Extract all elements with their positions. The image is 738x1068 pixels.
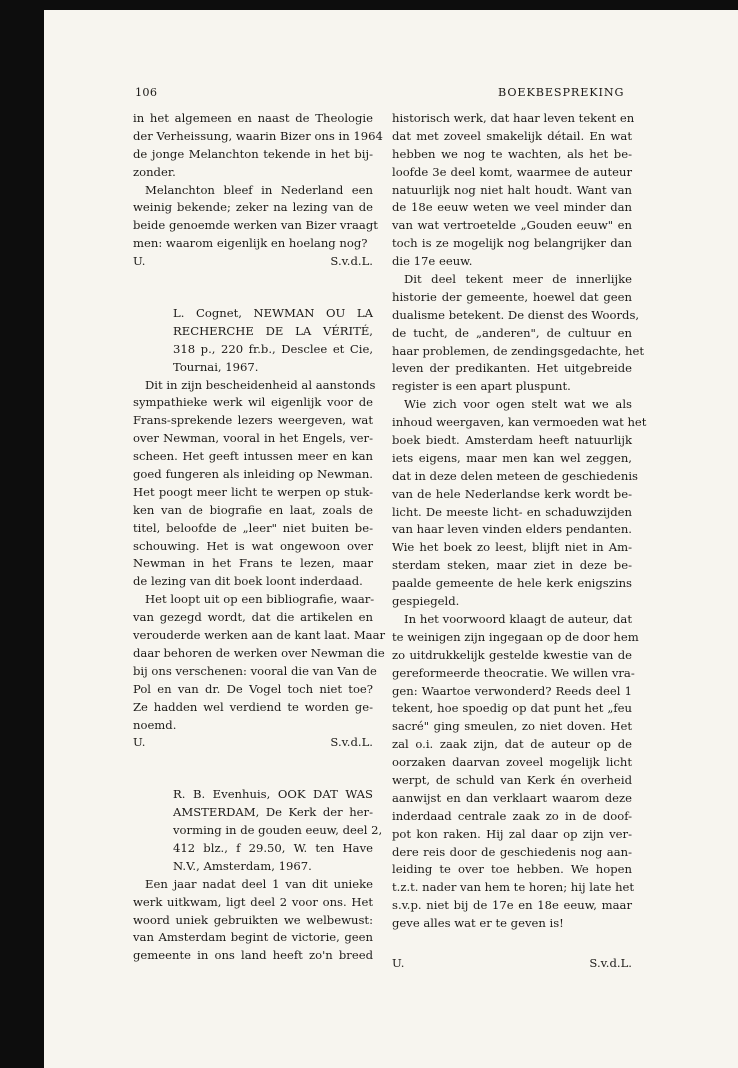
text-line: bij ons verschenen: vooral die van Van de xyxy=(133,663,377,678)
reference-line: vorming in de gouden eeuw, deel 2, xyxy=(173,823,383,838)
text-line: Wie zich voor ogen stelt wat we als xyxy=(404,397,632,412)
text-line: zo uitdrukkelijk gestelde kwestie van de xyxy=(392,647,632,662)
text-line: leiding te over toe hebben. We hopen xyxy=(392,862,632,877)
text-line: Melanchton bleef in Nederland een xyxy=(145,182,373,197)
text-line: loofde 3e deel komt, waarmee de auteur xyxy=(392,164,632,179)
text-line: zal o.i. zaak zijn, dat de auteur op de xyxy=(392,737,632,752)
text-line: zonder. xyxy=(133,164,176,179)
text-line: de 18e eeuw weten we veel minder dan xyxy=(392,200,632,215)
text-line: hebben we nog te wachten, als het be- xyxy=(392,146,632,161)
signature-initial: U. xyxy=(133,735,146,750)
page-number: 106 xyxy=(135,86,158,99)
text-line: Het poogt meer licht te werpen op stuk- xyxy=(133,484,373,499)
text-line: in het algemeen en naast de Theologie xyxy=(133,111,373,125)
text-line: Dit deel tekent meer de innerlijke xyxy=(404,272,632,287)
text-line: sacré" ging smeulen, zo niet doven. Het xyxy=(392,719,632,734)
text-line: verouderde werken aan de kant laat. Maar xyxy=(133,628,386,643)
text-line: register is een apart pluspunt. xyxy=(392,379,571,394)
text-line: inderdaad centrale zaak zo in de doof- xyxy=(392,808,632,823)
text-line: Wie het boek zo leest, blijft niet in Am- xyxy=(392,540,632,555)
text-line: In het voorwoord klaagt de auteur, dat xyxy=(404,611,632,626)
text-line: licht. De meeste licht- en schaduwzijden xyxy=(392,504,632,519)
signature-initial: U. xyxy=(133,254,146,269)
text-line: natuurlijk nog niet halt houdt. Want van xyxy=(392,182,632,197)
text-line: dat met zoveel smakelijk détail. En wat xyxy=(392,128,632,143)
text-line: haar problemen, de zendingsgedachte, het xyxy=(392,343,644,358)
text-line: oorzaken daarvan zoveel mogelijk licht xyxy=(392,755,632,770)
right-column xyxy=(392,110,647,973)
text-line: Newman in het Frans te lezen, maar xyxy=(133,556,373,571)
text-line: van gezegd wordt, dat die artikelen en xyxy=(133,610,373,625)
text-line: scheen. Het geeft intussen meer en kan xyxy=(133,449,373,464)
signature xyxy=(133,253,373,271)
scan-border-top xyxy=(0,0,738,10)
text-line: Frans-sprekende lezers weergeven, wat xyxy=(133,413,373,428)
text-line: werpt, de schuld van Kerk én overheid xyxy=(392,772,632,787)
text-line: toch is ze mogelijk nog belangrijker dan xyxy=(392,236,632,251)
reference-line: N.V., Amsterdam, 1967. xyxy=(173,858,312,873)
text-line: pot kon raken. Hij zal daar op zijn ver- xyxy=(392,826,632,841)
text-line: van Amsterdam begint de victorie, geen xyxy=(133,930,373,945)
signature xyxy=(392,955,632,973)
signature-name: S.v.d.L. xyxy=(589,955,632,970)
text-line: noemd. xyxy=(133,717,177,732)
scan-border-left xyxy=(0,0,44,1068)
signature-initial: U. xyxy=(392,955,405,970)
book-reference xyxy=(133,305,373,377)
text-line: de lezing van dit boek loont inderdaad. xyxy=(133,574,363,589)
text-line: leven der predikanten. Het uitgebreide xyxy=(392,361,632,376)
book-reference xyxy=(133,786,383,875)
text-line: historie der gemeente, hoewel dat geen xyxy=(392,289,632,304)
text-line: dat in deze delen meteen de geschiedenis xyxy=(392,468,639,483)
text-line: van de hele Nederlandse kerk wordt be- xyxy=(392,486,632,501)
text-line: te weinigen zijn ingegaan op de door hem xyxy=(392,629,639,644)
signature xyxy=(133,734,373,752)
reference-line: R. B. Evenhuis, OOK DAT WAS xyxy=(173,787,373,802)
text-line: goed fungeren als inleiding op Newman. xyxy=(133,467,373,482)
text-line: schouwing. Het is wat ongewoon over xyxy=(133,538,373,553)
text-line: geve alles wat er te geven is! xyxy=(392,916,564,931)
reference-line: 412 blz., f 29.50, W. ten Have xyxy=(173,840,373,855)
text-line: men: waarom eigenlijk en hoelang nog? xyxy=(133,236,368,251)
reference-line: Tournai, 1967. xyxy=(173,359,259,374)
text-line: paalde gemeente de hele kerk enigszins xyxy=(392,576,632,591)
text-line: van haar leven vinden elders pendanten. xyxy=(392,522,632,537)
text-line: inhoud weergaven, kan vermoeden wat het xyxy=(392,415,647,430)
text-line: Pol en van dr. De Vogel toch niet toe? xyxy=(133,681,373,696)
reference-line: RECHERCHE DE LA VÉRITÉ, xyxy=(173,323,373,338)
text-line: van wat vertroetelde „Gouden eeuw" en xyxy=(392,218,632,233)
text-line: die 17e eeuw. xyxy=(392,254,473,269)
text-line: sympathieke werk wil eigenlijk voor de xyxy=(133,395,373,410)
signature-name: S.v.d.L. xyxy=(330,735,373,750)
text-line: iets eigens, maar men kan wel zeggen, xyxy=(392,450,632,465)
reference-line: AMSTERDAM, De Kerk der her- xyxy=(173,805,373,820)
text-line: werk uitkwam, ligt deel 2 voor ons. Het xyxy=(133,894,373,909)
text-line: over Newman, vooral in het Engels, ver- xyxy=(133,431,373,446)
left-column xyxy=(133,110,386,965)
text-line: gen: Waartoe verwonderd? Reeds deel 1 xyxy=(392,683,632,698)
text-line: boek biedt. Amsterdam heeft natuurlijk xyxy=(392,433,632,448)
text-line: aanwijst en dan verklaart waarom deze xyxy=(392,790,632,805)
reference-line: L. Cognet, NEWMAN OU LA xyxy=(173,306,373,321)
text-line: gespiegeld. xyxy=(392,594,460,609)
text-line: woord uniek gebruikten we welbewust: xyxy=(133,912,373,927)
text-line: Het loopt uit op een bibliografie, waar- xyxy=(145,592,375,607)
reference-line: 318 p., 220 fr.b., Desclee et Cie, xyxy=(173,341,373,356)
text-line: daar behoren de werken over Newman die xyxy=(133,645,385,660)
text-line: Dit in zijn bescheidenheid al aanstonds xyxy=(145,377,376,392)
text-line: gereformeerde theocratie. We willen vra- xyxy=(392,665,635,680)
text-line: dere reis door de geschiedenis nog aan- xyxy=(392,844,632,859)
text-line: beide genoemde werken van Bizer vraagt xyxy=(133,218,378,233)
running-head: BOEKBESPREKING xyxy=(498,86,625,99)
text-line: weinig bekende; zeker na lezing van de xyxy=(133,200,373,215)
text-line: de tucht, de „anderen", de cultuur en xyxy=(392,325,632,340)
signature-name: S.v.d.L. xyxy=(330,254,373,269)
text-line: tekent, hoe spoedig op dat punt het „feu xyxy=(392,701,632,716)
text-line: titel, beloofde de „leer" niet buiten be- xyxy=(133,520,373,535)
text-line: Een jaar nadat deel 1 van dit unieke xyxy=(145,876,373,891)
text-line: dualisme betekent. De dienst des Woords, xyxy=(392,307,640,322)
text-line: historisch werk, dat haar leven tekent en xyxy=(392,111,635,125)
text-line: der Verheissung, waarin Bizer ons in 1964 xyxy=(133,128,383,143)
text-line: Ze hadden wel verdiend te worden ge- xyxy=(133,699,373,714)
text-line: sterdam steken, maar ziet in deze be- xyxy=(392,558,632,573)
text-line: s.v.p. niet bij de 17e en 18e eeuw, maar xyxy=(392,898,632,913)
text-line: de jonge Melanchton tekende in het bij- xyxy=(133,146,373,161)
text-line: t.z.t. nader van hem te horen; hij late het xyxy=(392,880,635,895)
text-line: gemeente in ons land heeft zo'n breed xyxy=(133,948,373,963)
text-line: ken van de biografie en laat, zoals de xyxy=(133,502,373,517)
